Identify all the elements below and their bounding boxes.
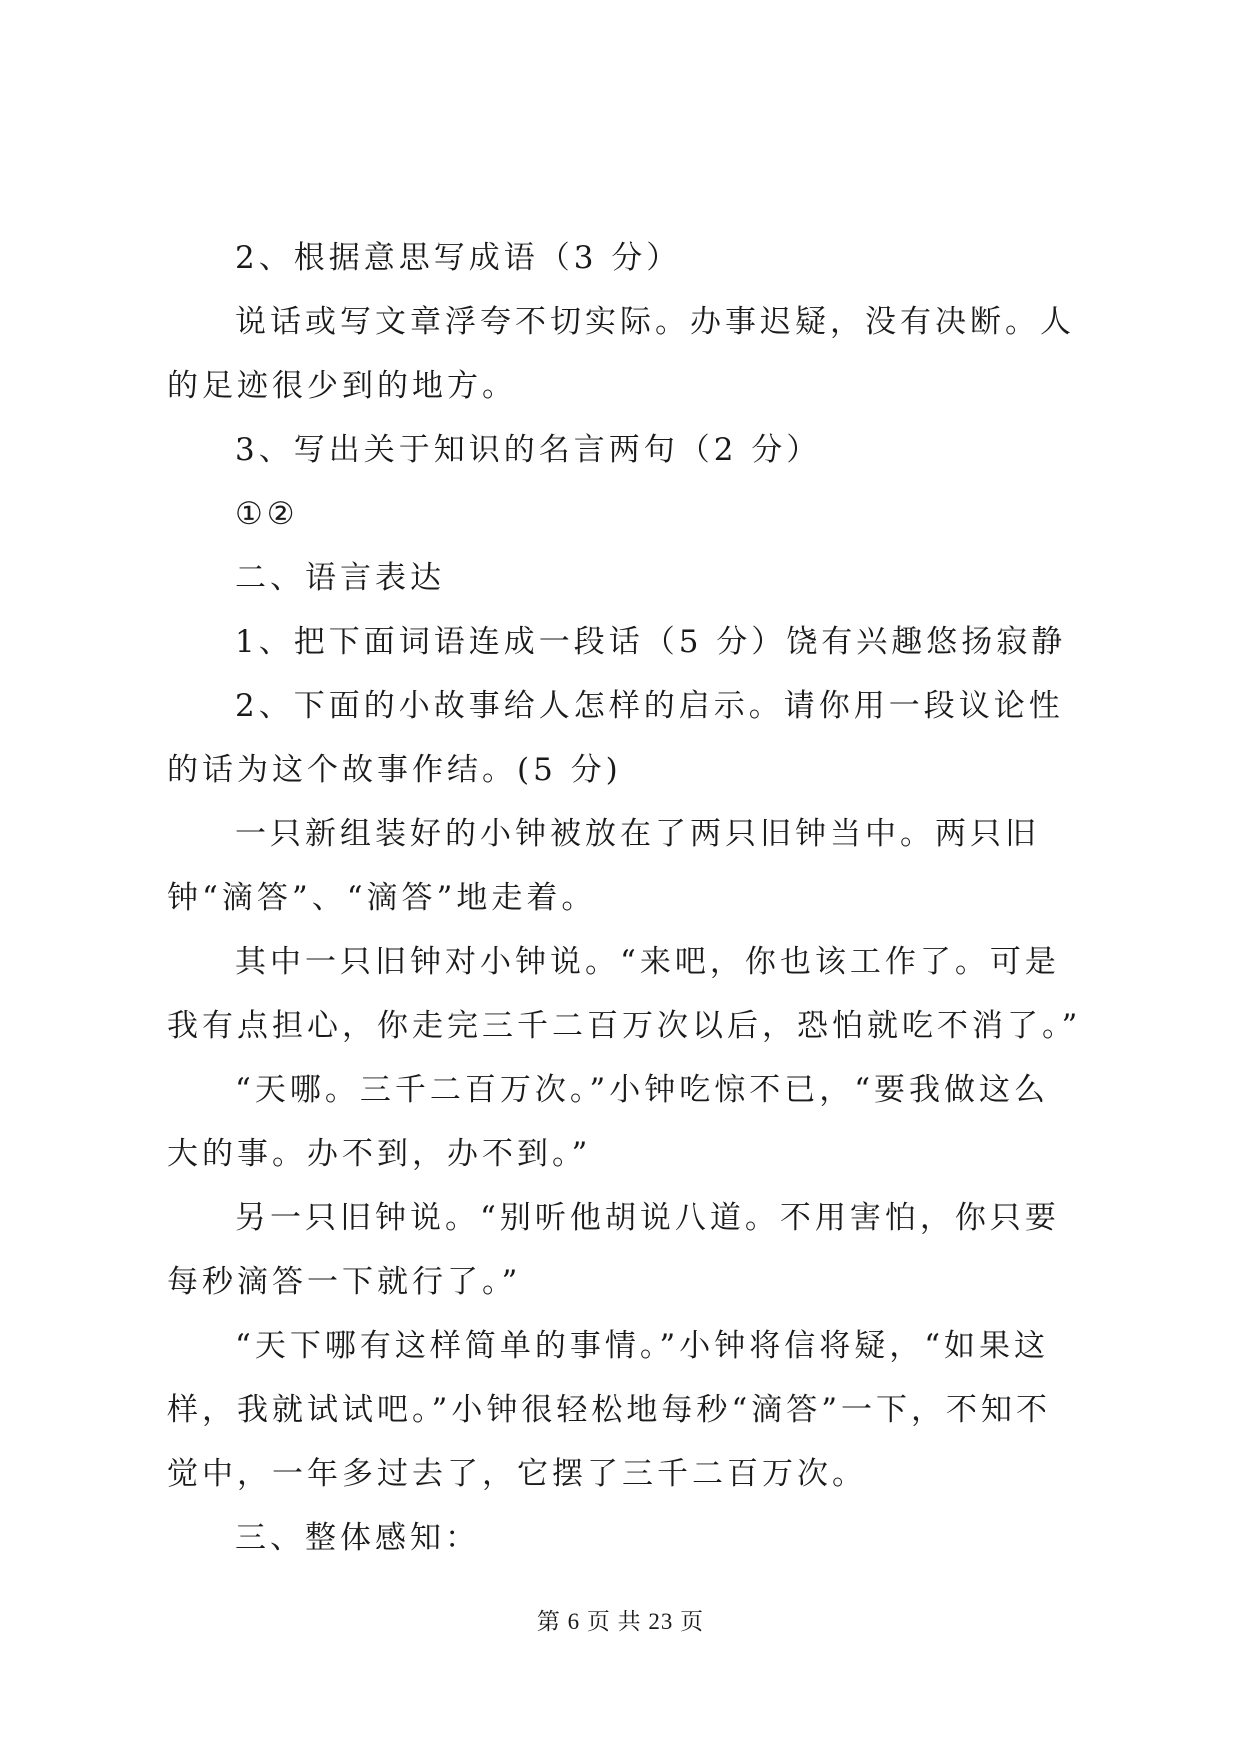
- page-number-footer: 第 6 页 共 23 页: [536, 1609, 705, 1634]
- page-body: [167, 226, 1082, 1570]
- section-2-question-1: 1、把下面词语连成一段话（5 分）饶有兴趣悠扬寂静: [235, 624, 1067, 660]
- question-2-heading: 2、根据意思写成语（3 分）: [235, 240, 682, 276]
- question-3-heading: 3、写出关于知识的名言两句（2 分）: [235, 432, 822, 468]
- answer-markers: ①②: [235, 496, 299, 532]
- story-paragraph-5: “天下哪有这样简单的事情。”小钟将信将疑，“如果这样，我就试试吧。”小钟很轻松地每秒“滴答”一下，不知不觉中，一年多过去了，它摆了三千二百万次。: [167, 1328, 1052, 1492]
- section-2-question-2: 2、下面的小故事给人怎样的启示。请你用一段议论性的话为这个故事作结。(5 分): [167, 688, 1064, 788]
- story-paragraph-3: “天哪。三千二百万次。”小钟吃惊不已，“要我做这么大的事。办不到，办不到。”: [167, 1072, 1050, 1172]
- story-paragraph-1: 一只新组装好的小钟被放在了两只旧钟当中。两只旧钟“滴答”、“滴答”地走着。: [167, 816, 1040, 916]
- story-paragraph-2: 其中一只旧钟对小钟说。“来吧，你也该工作了。可是我有点担心，你走完三千二百万次以后，恐怕就吃不消了。”: [167, 944, 1082, 1044]
- section-2-heading: 二、语言表达: [235, 560, 445, 596]
- question-2-definitions: 说话或写文章浮夸不切实际。办事迟疑，没有决断。人的足迹很少到的地方。: [167, 304, 1075, 404]
- story-paragraph-4: 另一只旧钟说。“别听他胡说八道。不用害怕，你只要每秒滴答一下就行了。”: [167, 1200, 1060, 1300]
- section-3-heading: 三、整体感知：: [235, 1520, 480, 1556]
